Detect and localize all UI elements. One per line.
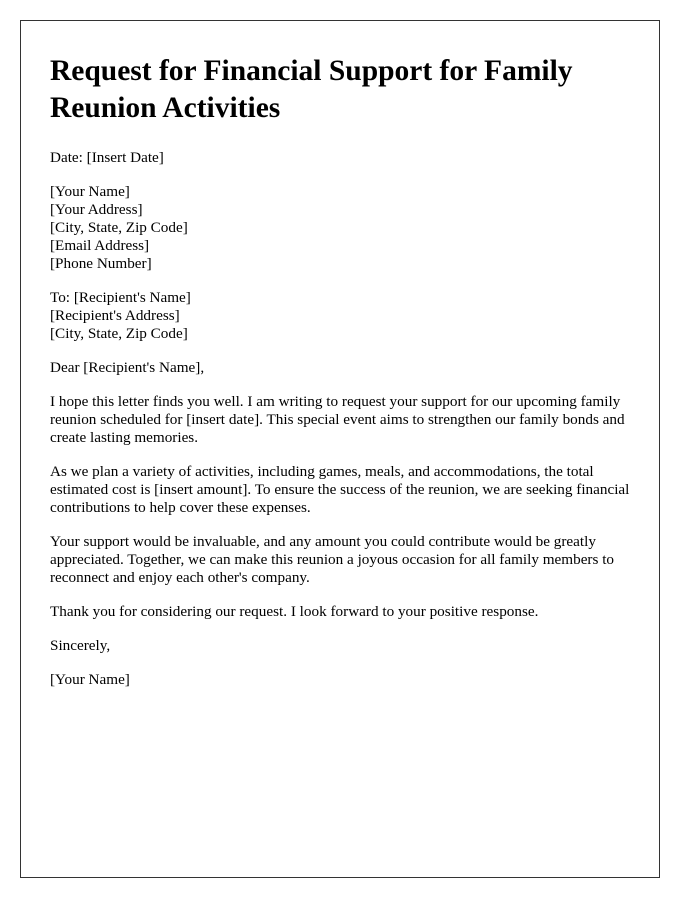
- body-paragraph: As we plan a variety of activities, including games, meals, and accommodations, the total estimated cost is [insert amount]. To ensure the success of the reunion, we are seeking financial contributions to help cover these expenses.: [50, 463, 630, 516]
- body-paragraph: Your support would be invaluable, and any amount you could contribute would be greatly appreciated. Together, we can make this reunion a joyous occasion for all family members to reconnect and enjoy each other's company.: [50, 533, 615, 586]
- recipient-city-state-zip: [City, State, Zip Code]: [50, 325, 188, 342]
- signature: [Your Name]: [50, 671, 130, 688]
- salutation: Dear [Recipient's Name],: [50, 359, 205, 376]
- sender-phone: [Phone Number]: [50, 255, 152, 272]
- sender-city-state-zip: [City, State, Zip Code]: [50, 219, 188, 236]
- closing: Sincerely,: [50, 637, 111, 654]
- recipient-block: [50, 289, 640, 343]
- letter-page: [20, 20, 660, 878]
- body-paragraph: Thank you for considering our request. I look forward to your positive response.: [50, 603, 539, 620]
- sender-name: [Your Name]: [50, 183, 130, 200]
- letter-title: Request for Financial Support for Family Reunion Activities: [50, 55, 573, 124]
- sender-email: [Email Address]: [50, 237, 150, 254]
- date-line: Date: [Insert Date]: [50, 149, 164, 166]
- sender-block: [50, 183, 640, 273]
- letter-content: [50, 53, 640, 689]
- recipient-address: [Recipient's Address]: [50, 307, 180, 324]
- body-paragraph: I hope this letter finds you well. I am writing to request your support for our upcoming family reunion scheduled for [insert date]. This special event aims to strengthen our family bonds and create lasting memories.: [50, 393, 625, 446]
- sender-address: [Your Address]: [50, 201, 143, 218]
- recipient-name: To: [Recipient's Name]: [50, 289, 191, 306]
